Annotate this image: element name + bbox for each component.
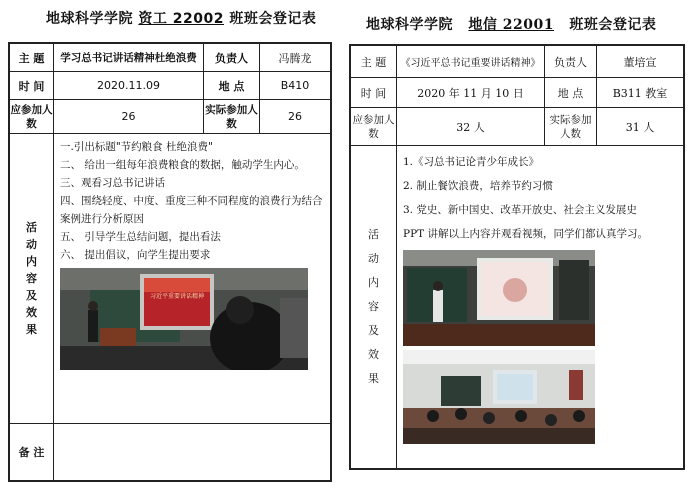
right-content-line: 1.《习总书记论青少年成长》	[403, 156, 540, 168]
left-form-title	[46, 8, 316, 28]
right-time-label: 时 间	[351, 78, 397, 108]
right-activity-content	[397, 146, 684, 469]
left-leader-value: 冯腾龙	[260, 44, 331, 72]
left-title-college: 地球科学学院	[46, 11, 133, 27]
right-title-suffix: 班班会登记表	[569, 17, 657, 33]
left-content-line: 五、 引导学生总结问题，提出看法	[60, 231, 221, 243]
right-activity-char: 动	[368, 252, 379, 265]
left-activity-char: 效	[26, 306, 37, 319]
left-actual-label: 实际参加人数	[204, 100, 260, 134]
left-leader-label: 负责人	[204, 44, 260, 72]
left-expected-value: 26	[54, 100, 204, 134]
left-activity-label	[10, 134, 54, 424]
left-remark-value	[54, 424, 331, 481]
left-title-suffix: 班班会登记表	[229, 11, 317, 27]
right-time-value: 2020 年 11 月 10 日	[397, 78, 545, 108]
left-activity-char: 容	[26, 272, 37, 285]
left-content-line: 一.引出标题"节约粮食 杜绝浪费"	[60, 141, 213, 153]
right-expected-value: 32 人	[397, 108, 545, 146]
left-time-label: 时 间	[10, 72, 54, 100]
right-activity-char: 内	[368, 276, 379, 289]
right-activity-char: 果	[368, 372, 379, 385]
left-time-value: 2020.11.09	[54, 72, 204, 100]
left-theme-label: 主 题	[10, 44, 54, 72]
left-activity-content	[54, 134, 331, 424]
left-remark-label: 备 注	[10, 424, 54, 481]
right-actual-label: 实际参加人数	[545, 108, 597, 146]
right-activity-char: 活	[368, 228, 379, 241]
left-activity-char: 果	[26, 323, 37, 336]
left-title-class: 资工 22002	[138, 11, 224, 27]
left-actual-value: 26	[260, 100, 331, 134]
left-activity-char: 内	[26, 255, 37, 268]
right-content-line: 2. 制止餐饮浪费，培养节约习惯	[403, 180, 553, 192]
left-activity-char: 动	[26, 238, 37, 251]
right-activity-label	[351, 146, 397, 469]
left-classroom-photo	[60, 268, 308, 370]
left-content-line: 二、 给出一组每年浪费粮食的数据，触动学生内心。	[60, 159, 305, 171]
right-actual-value: 31 人	[597, 108, 684, 146]
left-place-label: 地 点	[204, 72, 260, 100]
right-lecture-photo	[403, 250, 595, 346]
right-content-line: PPT 讲解以上内容并观看视频，同学们都认真学习。	[403, 228, 648, 240]
right-activity-char: 及	[368, 324, 379, 337]
right-leader-label: 负责人	[545, 46, 597, 78]
right-form-table	[349, 44, 685, 470]
left-theme-value: 学习总书记讲话精神杜绝浪费	[54, 44, 204, 72]
right-content-line: 3. 党史、新中国史、改革开放史、社会主义发展史	[403, 204, 637, 216]
left-content-line: 三、观看习总书记讲话	[60, 177, 165, 189]
right-place-label: 地 点	[545, 78, 597, 108]
left-activity-char: 及	[26, 289, 37, 302]
right-activity-char: 容	[368, 300, 379, 313]
left-form-table	[8, 42, 332, 482]
right-place-value: B311 教室	[597, 78, 684, 108]
left-content-line: 四、围绕轻度、中度、重度三种不同程度的浪费行为结合案例进行分析原因	[60, 195, 323, 225]
right-activity-char: 效	[368, 348, 379, 361]
right-title-college: 地球科学学院	[366, 17, 453, 33]
left-photo-screen-text: 习近平重要讲话精神	[149, 293, 205, 300]
right-title-class: 地信 22001	[468, 17, 554, 33]
left-place-value: B410	[260, 72, 331, 100]
right-audience-photo	[403, 350, 595, 444]
right-theme-label: 主 题	[351, 46, 397, 78]
right-form-title	[366, 14, 656, 34]
right-leader-value: 董培宣	[597, 46, 684, 78]
left-expected-label: 应参加人 数	[10, 100, 54, 134]
left-activity-char: 活	[26, 221, 37, 234]
right-theme-value: 《习近平总书记重要讲话精神》	[397, 46, 545, 78]
left-content-line: 六、 提出倡议，向学生提出要求	[60, 249, 211, 261]
right-expected-label: 应参加人 数	[351, 108, 397, 146]
